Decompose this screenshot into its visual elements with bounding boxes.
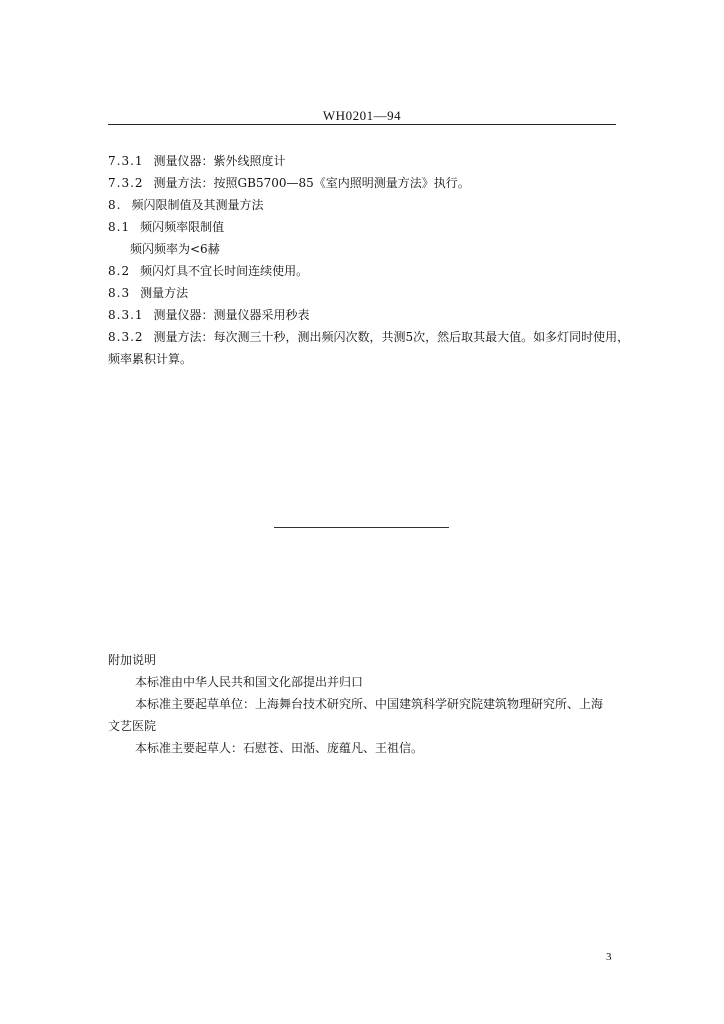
section-number: 8.3 [108,286,131,300]
appendix-title: 附加说明 [108,653,157,667]
section-8 [108,197,263,213]
section-text: 测量方法：按照GB5700—85《室内照明测量方法》执行。 [153,176,470,190]
section-text: 测量方法 [140,286,189,300]
section-text: 频闪灯具不宜长时间连续使用。 [140,264,309,278]
section-8-3-2-continuation: 频率累积计算。 [108,352,193,366]
end-of-text-rule [274,527,449,528]
section-text: 频闪限制值及其测量方法 [131,198,264,212]
section-8-1-value: 频闪频率为<6赫 [130,242,220,256]
appendix-line-drafters: 本标准主要起草人：石慰苍、田湉、庞蕴凡、王祖信。 [135,741,424,755]
standard-code-header: WH0201—94 [322,108,402,123]
section-8-3 [108,285,188,301]
section-text: 频闪频率限制值 [140,220,225,234]
section-text: 测量方法：每次测三十秒，测出频闪次数，共测5次，然后取其最大值。如多灯同时使用， [153,330,630,344]
section-7-3-2 [108,175,470,191]
section-text: 测量仪器：测量仪器采用秒表 [153,308,310,322]
section-number: 8.2 [108,264,131,278]
section-number: 8. [108,198,122,212]
section-number: 8.3.2 [108,330,144,344]
section-number: 8.1 [108,220,131,234]
section-8-2 [108,263,308,279]
section-8-1 [108,219,224,235]
section-8-3-1 [108,307,310,323]
section-number: 7.3.2 [108,176,144,190]
header-divider [108,124,616,125]
appendix-line-drafting-units-continuation: 文艺医院 [108,719,157,733]
section-number: 8.3.1 [108,308,144,322]
appendix-line-drafting-units: 本标准主要起草单位：上海舞台技术研究所、中国建筑科学研究院建筑物理研究所、上海 [135,697,604,711]
section-text: 测量仪器：紫外线照度计 [153,154,286,168]
appendix-line-proposer: 本标准由中华人民共和国文化部提出并归口 [135,675,364,689]
section-number: 7.3.1 [108,154,144,168]
page-number: 3 [606,951,612,963]
section-7-3-1 [108,153,286,169]
section-8-3-2 [108,329,629,345]
